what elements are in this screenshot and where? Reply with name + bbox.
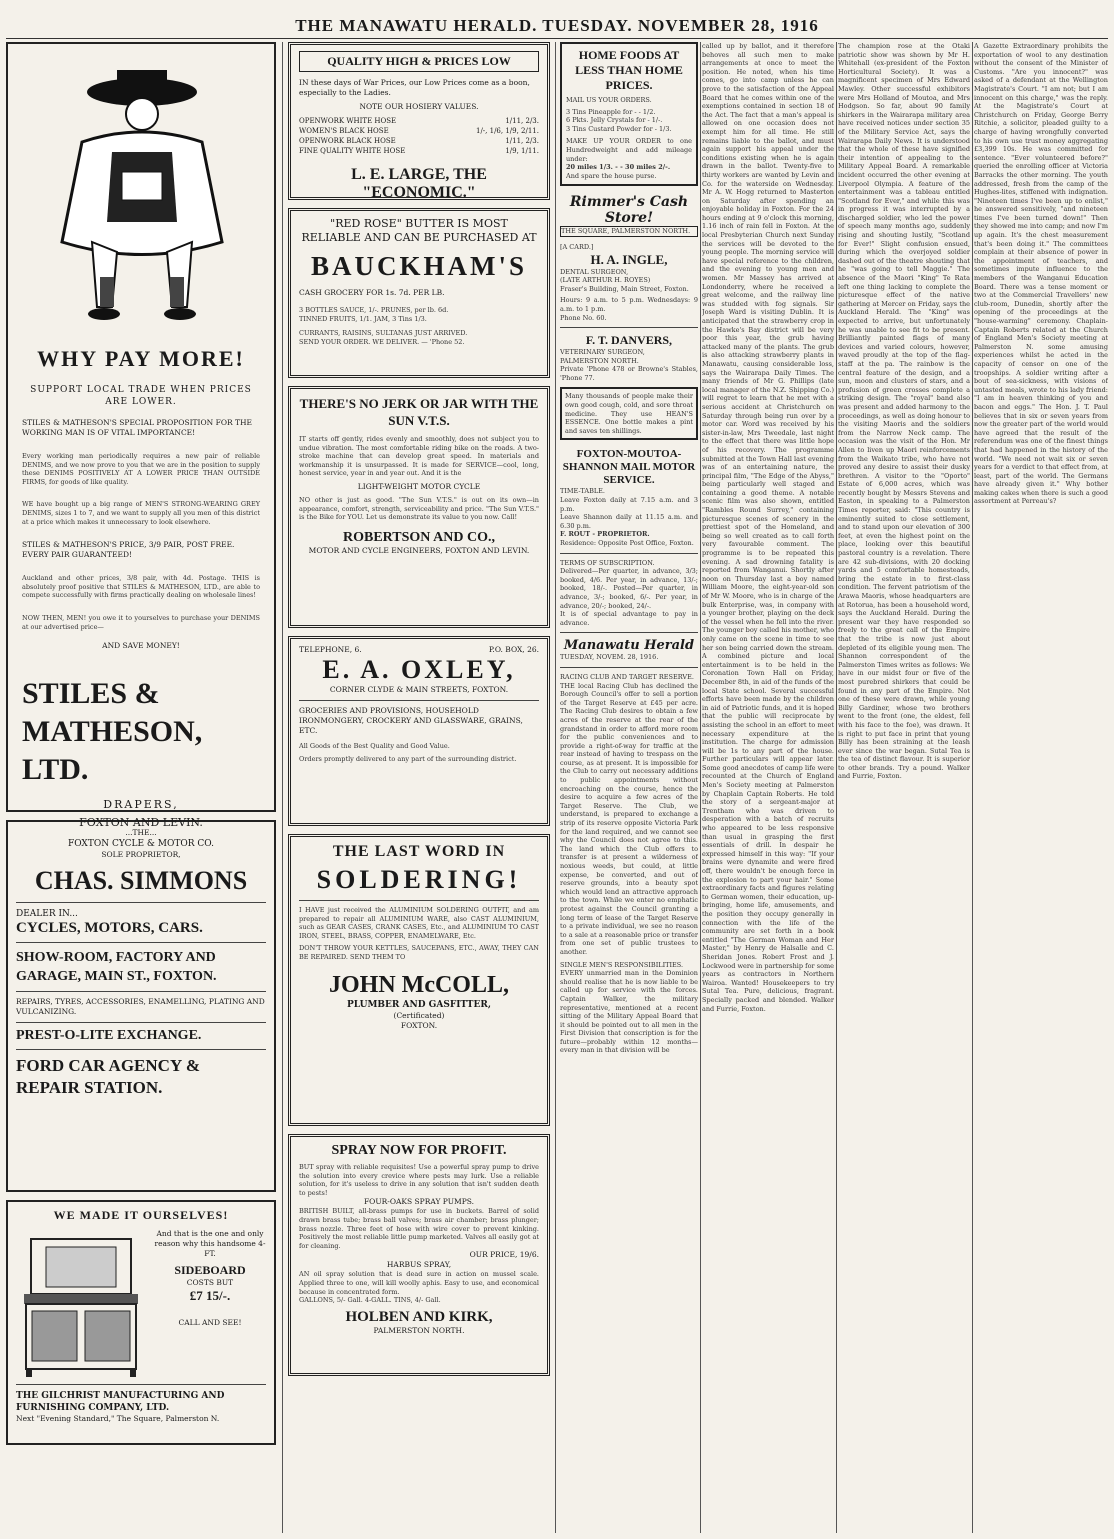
sideboard-word: SIDEBOARD	[174, 1263, 246, 1277]
card-label: [A CARD.]	[560, 242, 594, 251]
soldering: SOLDERING!	[316, 865, 522, 894]
firm-name: STILES & MATHESON, LTD.	[22, 677, 203, 787]
mail-motor-service: FOXTON-MOUTOA-SHANNON MAIL MOTOR SERVICE.	[562, 448, 696, 487]
rout-proprietor: F. ROUT - PROPRIETOR.	[560, 530, 650, 539]
harbus-text: AN oil spray solution that is dead sure in action on mussel scale. Applied three to one, will kill woolly aphis. Easy to use, and economical because in concentrated form.	[299, 1270, 539, 1296]
danvers-name: F. T. DANVERS,	[585, 333, 673, 348]
masthead: THE MANAWATU HERALD. TUESDAY. NOVEMBER 28, 1916	[295, 16, 819, 35]
bauckham-name: BAUCKHAM'S	[310, 251, 527, 281]
robertson-name: ROBERTSON AND CO.,	[343, 529, 495, 545]
hours: Hours: 9 a.m. to 5 p.m. Wednesdays: 9 a.m. to 1 p.m.	[560, 296, 698, 313]
now-then-text: NOW THEN, MEN! you owe it to yourselves to purchase your DENIMS at our advertised price—	[22, 613, 260, 631]
sole-proprietor: SOLE PROPRIETOR,	[101, 850, 181, 859]
corner-address: CORNER CLYDE & MAIN STREETS, FOXTON.	[329, 685, 509, 694]
food-item: 6 Pkts. Jelly Crystals for - 1/-.	[566, 116, 663, 125]
cycles-motors: CYCLES, MOTORS, CARS.	[16, 920, 203, 936]
stiles-matheson-ad	[6, 42, 276, 830]
column-3	[560, 42, 698, 1533]
spray-heading: SPRAY NOW FOR PROFIT.	[331, 1143, 507, 1158]
quality-heading: QUALITY HIGH & PRICES LOW	[299, 51, 539, 72]
holben-kirk-ad	[288, 1134, 550, 1376]
grocery-line: SEND YOUR ORDER. WE DELIVER. — 'Phone 52.	[299, 337, 465, 346]
large-hosiery-ad	[288, 42, 550, 200]
column-2	[288, 42, 550, 1533]
column-rule	[836, 42, 837, 1533]
palmerston: PALMERSTON NORTH.	[560, 356, 639, 365]
issue-date: TUESDAY, NOVEM. 28, 1916.	[560, 653, 659, 662]
foxton: FOXTON.	[400, 1020, 438, 1030]
column-rule	[555, 42, 556, 1533]
dont-throw: DON'T THROW YOUR KETTLES, SAUCEPANS, ETC., AWAY, THEY CAN BE REPAIRED. SEND THEM TO	[299, 944, 539, 961]
hosiery-item: WOMEN'S BLACK HOSE 1/-, 1/6, 1/9, 2/11.	[299, 127, 539, 135]
denims-text: Every working man periodically requires a new pair of reliable DENIMS, and we now prove to you that we are in the position to supply these DENIMS POSITIVELY AT A LOWER PRICE THAN OUTSIDE FIRMS, for goods of like quality.	[22, 452, 260, 486]
showroom: SHOW-ROOM, FACTORY AND GARAGE, MAIN ST., FOXTON.	[16, 950, 217, 984]
timetable: TIME-TABLE.	[560, 487, 605, 496]
private-phone: Private 'Phone 478 or Browne's Stables, 'Phone 77.	[560, 365, 698, 382]
prestolite: PREST-O-LITE EXCHANGE.	[16, 1028, 202, 1043]
cash-grocery: CASH GROCERY FOR 1s. 7d. PER LB.	[299, 288, 445, 297]
sideboard-price: £7 15/-.	[189, 1288, 231, 1303]
groceries-text: GROCERIES AND PROVISIONS, HOUSEHOLD IRONMONGERY, CROCKERY AND GLASSWARE, GRAINS, ETC.	[299, 706, 523, 735]
food-item: 3 Tins Pineapple for - - 1/2.	[566, 107, 656, 116]
frasers-building: Fraser's Building, Main Street, Foxton.	[560, 284, 689, 293]
hosiery-heading: NOTE OUR HOSIERY VALUES.	[359, 102, 479, 111]
herald-nameplate: Manawatu Herald	[563, 638, 695, 654]
column-6	[974, 42, 1108, 1533]
column-4	[702, 42, 834, 1533]
the-label: ...THE...	[125, 828, 157, 837]
simmons-name: CHAS. SIMMONS	[34, 866, 248, 895]
rimmers-address: THE SQUARE, PALMERSTON NORTH.	[560, 226, 698, 237]
last-word: THE LAST WORD IN	[332, 843, 506, 860]
auckland-text: Auckland and other prices, 3/8 pair, with 4d. Postage. THIS is absolutely proof positive that STILES & MATHESON, LTD., are able to compete successfully with firms practically dealing on wholesale lines!	[22, 574, 260, 600]
costs-but: COSTS BUT	[186, 1278, 234, 1287]
column-5	[838, 42, 970, 1533]
oxley-ad	[288, 636, 550, 826]
sideboard-text: And that is the one and only reason why this handsome 4-FT.	[154, 1229, 266, 1258]
leave-foxton: Leave Foxton daily at 7.15 a.m. and 3 p.m.	[560, 496, 698, 513]
terms-heading: TERMS OF SUBSCRIPTION.	[560, 558, 655, 567]
column-rule	[282, 42, 283, 1533]
foxton-levin: FOXTON AND LEVIN.	[79, 816, 203, 830]
rimmers-ad	[560, 42, 698, 186]
heans-ad	[560, 387, 698, 440]
column-1	[6, 42, 276, 1533]
grocery-line: CURRANTS, RAISINS, SULTANAS JUST ARRIVED.	[299, 329, 468, 338]
telephone: TELEPHONE, 6.	[299, 645, 362, 654]
make-up-text: MAKE UP YOUR ORDER to one Hundredweight and add mileage under:	[566, 137, 692, 163]
news-column: A Gazette Extraordinary prohibits the exportation of wool to any destination without the consent of the Minister of Customs. "Are you innocent?" was asked of a defendant at the Wellington Magistrate's Court. "I am not; but I am innocent on this charge," was the reply. At the Magistrate's Court at Christchurch on Friday, George Berry Ritchie, a solicitor, pleaded guilty to a charge of having wrongfully converted to his own use trust money aggregating £3,399 10s. He was committed for sentence. "Ever volunteered before?" queried the enrolling officer at Victoria Barracks the other morning. The youth addressed, fresh from the camp of the Hughes-lites, stiffened with indignation. "Nineteen times I've been up to enlist," he answered sensitively, "and nineteen times I've been turned down!" Then they showed me into camp; and now I'm up again. It's the chest measurement that's been doing it." The committees complain at their absence of power in the appointment of teachers, and sometimes impute influence to the members of the Wanganui Education Board. There was a tense moment or two at the Commercial Travellers' new club-room, Dunedin, shortly after the opening of the proceedings at the "house-warming" ceremony. Chaplain-Captain Roberts related at the Church of England Men's Society meeting at Palmerston N. some amusing experiences whilst he acted in the capacity of censor on one of the troopships. A soldier writing after a bout of sea-sickness, with visions of untasted meals, wrote to his lady friend: "I am in heaven thinking of you and bacon and eggs." The Hon. J. T. Paul believes that in six or seven years from now the greater part of the world would have agreed that the result of the referendum was one of the finest things that had happened in the history of the world. "We need not wait six or seven years for a verdict to that effect from, at least, part of the world. The Germans have already given it." Why bother making cakes when there is such a good assortment at Perreau's?	[974, 42, 1108, 506]
news-column: The champion rose at the Otaki patriotic show was shown by Mr H. Whitehall (ex-president of the Foxton Horticultural Society). It was a magnificent specimen of Mrs Edward Mawley. Other successful exhibitors were Mrs Holland of Moutoa, and Mrs Hodgson. So far, about 90 family shirkers in the Wairarapa military area have received notices under section 35 of the Military Service Act, says the Wairarapa Daily News. It is understood that the whole of these have signified their intention of appealing to the Military Appeal Board. A remarkable incident occurred the other evening at Liverpool Olympia. A feature of the entertainment was a tableau entitled "Scotland for Ever," and while this was in progress it was interrupted by a discharged soldier, who led the power of speech many months ago, suddenly rising and shouting lustily, "Scotland for Ever!" Slight confusion ensued, during which the overjoyed soldier dashed out of the theatre shouting that he "was going to tell Maggie." The absence of the Maori "King" Te Rata left one thing lacking to complete the picturesque effect of the native gathering at Mercer on Friday, says the Auckland Herald. The "King" was expected to arrive, but unfortunately he was unable to see fit to be present. Brilliantly painted flags of many devices and varied colours, however, waved proudly at the top of the flag-staff at the pa. The rainbow is the central feature of the design, and a sun, moon and clusters of stars, and a profusion of green crosses complete a striking design. The "royal" band also was present and added harmony to the proceedings, as well as doing honour to the visiting Maoris and the soldiers from the Narrow Neck camp. The occasion was the visit of the Hon. Mr Allen to liven up Maori reinforcements from the Waikato tribe, who have not proved any desire to assist their dusky brethren. A visitor to the "Oporto" Estate of 6,000 acres, which was recently bought by Messrs Stevens and Easton, in speaking to a Palmerston Times reporter, said: "This country is eminently suited to close settlement, and to stand upon our elevation of 300 feet, at even the highest point on the place, looking over this beautiful pastoral country is a revelation. There are 42 sub-divisions, with 20 docking yards and 5 comfortable homesteads, bring the estate in to first-class condition. The fervent patriotism of the Arawa Maoris, whose headquarters are at Rotorua, has been a household word, says the Auckland Herald. During the present war they have responded so freely to the great call of the Empire that the tribe is now just about depleted of its eligible young men. The Shannon correspondent of the Palmerston Times writes as follows: We have in our midst four or five of the most purebred shirkers that could be found in any part of the Empire. Not one of these were drawn, while young Billy Gardiner, whose two brothers went to the front (one, the eldest, fell with his face to the foe), was drawn. It is right to put face in print that young Billy has been straining at the leash ever since the war began. Sutal Tea is the tea of distinct flavour. It is superior to other brands. Try a pound. Walker and Furrie, Foxton.	[838, 42, 970, 781]
ford-agency: FORD CAR AGENCY & REPAIR STATION.	[16, 1056, 201, 1097]
sideboard-illustration	[16, 1229, 146, 1379]
british-text: BRITISH BUILT, all-brass pumps for use in buckets. Barrel of solid drawn brass tube; brass ball valves; brass air chamber; brass plunger; brass nozzle. Three feet of hose with wire cover to prevent kinking. Positively the most reliable little pump marketed. Valves all easily got at for cleaning.	[299, 1207, 539, 1250]
single-text: EVERY unmarried man in the Dominion should realise that he is now liable to be called up for service with the forces. Captain Walker, the military representative, mentioned at a recent sitting of the Military Appeal Board that it should be pointed out to all men in the First Division that conscription is for the future—probably within 12 months—every man in that division will be	[560, 969, 698, 1055]
late-royes: (LATE ARTHUR H. ROYES)	[560, 276, 651, 285]
sun-text-2: NO other is just as good. "The Sun V.T.S." is out on its own—in appearance, comfort, strength, serviceability and price. "The Sun V.T.S." is the Bike for YOU. Let us demonstrate its value to you now. Call!	[299, 495, 539, 522]
gilchrist-address: Next "Evening Standard," The Square, Palmerston N.	[16, 1414, 220, 1423]
palmerston-north: PALMERSTON NORTH.	[373, 1325, 465, 1335]
cycle-motor-ad	[6, 820, 276, 1192]
war-prices-text: IN these days of War Prices, our Low Prices come as a boon, especially to the Ladies.	[299, 78, 530, 97]
gallons: GALLONS, 5/- Gall. 4-GALL. TINS, 4/- Gall.	[299, 1296, 441, 1305]
po-box: P.O. BOX, 26.	[488, 645, 539, 654]
heans-text: Many thousands of people make their own good cough, cold, and sore throat medicine. They use HEAN'S ESSENCE. One bottle makes a pint and saves ten shillings.	[565, 392, 693, 435]
red-rose-text: "RED ROSE" BUTTER IS MOST RELIABLE AND CAN BE PURCHASED AT	[301, 217, 537, 244]
dental-surgeon: DENTAL SURGEON,	[560, 267, 629, 276]
masthead-rule	[6, 38, 1108, 39]
lightweight: LIGHT-WEIGHT MOTOR CYCLE	[357, 481, 481, 491]
mccoll-name: JOHN McCOLL,	[329, 971, 509, 998]
single-heading: SINGLE MEN'S RESPONSIBILITIES.	[560, 960, 684, 969]
call-and-see: CALL AND SEE!	[178, 1318, 242, 1327]
no-jerk-heading: THERE'S NO JERK OR JAR WITH THE SUN V.T.S.	[299, 396, 539, 428]
drapers: DRAPERS,	[103, 798, 179, 812]
spray-text: BUT spray with reliable requisites! Use a powerful spray pump to drive the solution into every crevice where pests may lurk. Use a reliable solution, for it's useless to drive in any solution that isn't sudden death to pests!	[299, 1163, 539, 1197]
phone-no: Phone No. 60.	[560, 313, 607, 322]
grocery-line: TINNED FRUITS, 1/1. JAM, 3 Tins 1/3.	[299, 314, 427, 323]
bought-text: WE have bought up a big range of MEN'S STRONG-WEARING GREY DENIMS, sizes 1 to 7, and we want to supply all you men of this district at a price which makes it unnecessary to look elsewhere.	[22, 500, 260, 526]
terms-text: Delivered—Per quarter, in advance, 3/3; booked, 4/6. Per year, in advance, 13/-; booked, 18/-. Posted—Per quarter, in advance, 3/-; booked, 6/-. Per year, in advance, 20/-; booked, 24/-.	[560, 567, 698, 610]
price-line: STILES & MATHESON'S PRICE, 3/9 PAIR, POST FREE. EVERY PAIR GUARANTEED!	[22, 540, 235, 560]
repairs: REPAIRS, TYRES, ACCESSORIES, ENAMELLING, PLATING AND VULCANIZING.	[16, 997, 265, 1016]
why-pay-heading: WHY PAY MORE!	[37, 346, 245, 371]
save-money: AND SAVE MONEY!	[102, 641, 180, 651]
mccoll-ad	[288, 834, 550, 1126]
robertson-ad	[288, 386, 550, 628]
oxley-name: E. A. OXLEY,	[322, 655, 516, 684]
grocery-line: 3 BOTTLES SAUCE, 1/-. PRUNES, per lb. 6d.	[299, 306, 449, 314]
our-price: OUR PRICE, 19/6.	[469, 1250, 539, 1260]
leave-shannon: Leave Shannon daily at 11.15 a.m. and 6.30 p.m.	[560, 513, 698, 530]
rimmers-logo: Rimmer's Cash Store!	[569, 194, 689, 227]
racing-heading: RACING CLUB AND TARGET RESERVE.	[560, 672, 694, 681]
large-name: L. E. LARGE, THE "ECONOMIC."	[351, 166, 487, 201]
support-line: SUPPORT LOCAL TRADE WHEN PRICES ARE LOWER.	[30, 385, 252, 407]
motor-engineers: MOTOR AND CYCLE ENGINEERS, FOXTON AND LEVIN.	[308, 545, 530, 555]
all-goods: All Goods of the Best Quality and Good Value.	[299, 742, 450, 750]
cycle-co-name: FOXTON CYCLE & MOTOR CO.	[67, 839, 215, 849]
bauckham-ad	[288, 208, 550, 378]
proposition-text: STILES & MATHESON'S SPECIAL PROPOSITION FOR THE WORKING MAN IS OF VITAL IMPORTANCE!	[22, 418, 253, 437]
mileage: 20 miles 1/3. - - 30 miles 2/-.	[566, 163, 671, 172]
orders-text: Orders promptly delivered to any part of the surrounding district.	[299, 754, 517, 763]
home-foods: HOME FOODS AT LESS THAN HOME PRICES.	[575, 48, 683, 92]
dealer-in: DEALER IN...	[16, 909, 78, 919]
plumber: PLUMBER AND GASFITTER,	[347, 999, 491, 1010]
holben-name: HOLBEN AND KIRK,	[345, 1308, 493, 1325]
spare-purse: And spare the house purse.	[566, 171, 657, 180]
four-oaks: FOUR-OAKS SPRAY PUMPS.	[363, 1197, 475, 1207]
hosiery-item: OPENWORK WHITE HOSE 1/11, 2/3.	[299, 117, 539, 125]
column-rule	[972, 42, 973, 1533]
hosiery-item: FINE QUALITY WHITE HOSE 1/9, 1/11.	[299, 147, 539, 155]
food-item: 3 Tins Custard Powder for - 1/3.	[566, 124, 672, 133]
ingle-name: H. A. INGLE,	[590, 251, 668, 267]
news-column: called up by ballot, and it therefore behoves all such men to make arrangements at once to meet the position. He noted, when his time comes, go into camp unless he can prove to the satisfaction of the Appeal Board that he comes within one of the exemptions contained in section 18 of the Act. The fact that a man's appeal is allowed on one occasion does not exempt him for all time. He still remains liable to the ballot, and must again support his appeal under the conditions existing when he is again drawn in the ballot. Twenty-five to thirty workers are wanted by Levin and Co. for the waterside on Wednesday. Mr A. W. Hogg returned to Masterton on Saturday after spending an enjoyable holiday in Foxton. For the 24 hours ending at 9 o'clock this morning, 1.16 inch of rain fell in Foxton. At the local Presbyterian Church next Sunday the services will be devoted to the young people. The morning service will have special reference to the children, and the evening to young men and women. Mr Massey has arrived at Londonderry, where he received a great welcome, and the railway line was studded with fog signals. Sir Joseph Ward is visiting Dublin. It is anticipated that the strawberry crop in the Hawke's Bay district will be very poor this year, the grub having attacked many of the plants. The grub is also attacking strawberry plants in Manawatu, causing considerable loss, says the Wairarapa Daily Times. The many friends of Mr G. Phillips (late local manager of the N.Z. Shipping Co.) will regret to learn that he met with a serious accident at Christchurch on Saturday through being run over by a motor car. Word was received by his sister-in-law, Mrs Tweedale, last night to the effect that there was little hope of his recovery. The programme submitted at the Town Hall last evening was of an entertaining nature, the principal film, "The Edge of the Abyss," being particularly well staged and containing a good theme. A notable scenic film was also shown, entitled "Rambles Round Surrey," containing picturesque scenes of scenery in the prettiest spot of the Homeland, and being so well created as to call forth very favourable comment. The programme is to be repeated this evening. A sad drowning fatality is reported from Wanganui. Shortly after noon on Thursday last a boy named William Moore, the eight-year-old son of Mr W. Moore, who is in charge of the bulk Enterprise, was, in company with a younger brother, playing on the deck of the vessel when he fell into the river. The younger boy called his mother, who only came on the scene in time to see her son being carried down the stream. A combined picture and local entertainment is to be held in the Coronation Town Hall on Friday, December 8th, in aid of the funds of the local State school. Several successful efforts have been made by the children in aid of Patriotic funds, and it is hoped that the public will reciprocate by assisting the school in an effort to meet necessary expenditure at the institution. The charge for admission will be 1s to any part of the house. Further particulars will appear later. Some good anecdotes of camp life were recounted at the Church of England Men's Society meeting at Palmerston by Chaplain Captain Roberts. He told the story of a sergeant-major at Trentham who was driven to desperation with a batch of recruits who appeared to be less responsive than usual in grasping the first essentials of drill. In despair he expressed himself in this way: "If your brains were dynamite and were fired off, there wouldn't be enough force in the explosion to part your hair." Some extraordinary facts and figures relating to German women, their education, up-bringing, home life, amusements, and the position they occupy generally in connection with the life of the community are set forth in a book entitled "The German Woman and Her Master," by Henry de Halsalle and C. Sheridan Jones. Robert Frost and J. Lockwood were in partnership for some years as contractors in Northern Wairoa. Wanted! Housekeepers to try Sutal Tea. Pure, delicious, fragrant. Specially packed and blended. Walker and Furrie, Foxton.	[702, 42, 834, 1013]
vet-surgeon: VETERINARY SURGEON,	[560, 348, 645, 357]
column-rule	[700, 42, 701, 1533]
advantage-text: It is of special advantage to pay in advance.	[560, 610, 698, 627]
harbus: HARBUS SPRAY,	[386, 1260, 452, 1270]
made-it: WE MADE IT OURSELVES!	[53, 1208, 229, 1222]
mail-orders: MAIL US YOUR ORDERS.	[566, 96, 652, 104]
gilchrist-name: THE GILCHRIST MANUFACTURING AND FURNISHING COMPANY, LTD.	[16, 1391, 225, 1413]
residence: Residence: Opposite Post Office, Foxton.	[560, 539, 694, 547]
town-crier-illustration	[22, 52, 262, 332]
sun-text: IT starts off gently, rides evenly and smoothly, does not subject you to undue vibration. The most comfortable riding bike on the roads. A two-stroke machine that can develop great speed. In materials and workmanship it is unsurpassed. It is made for SERVICE—cool, long, honest service, year in and year out. And it is the	[299, 435, 539, 478]
certificated: (Certificated)	[393, 1010, 445, 1020]
solder-text: I HAVE just received the ALUMINIUM SOLDERING OUTFIT, and am prepared to repair all ALUMINIUM WARE, also CAST ALUMINIUM, such as GEAR CASES, CRANK CASES, Etc., and ALUMINIUM TO CAST IRON, STEEL, BRASS, COPPER, ENAMELWARE, Etc.	[299, 906, 539, 940]
hosiery-item: OPENWORK BLACK HOSE 1/11, 2/3.	[299, 137, 539, 145]
gilchrist-ad	[6, 1200, 276, 1445]
racing-text: THE local Racing Club has declined the Borough Council's offer to sell a portion of the Target Reserve at £45 per acre. The Racing Club desires to obtain a few acres of the reserve at the rear of the grandstand in order to afford more room for the public conveniences and to provide a right-of-way for traffic at the rear instead of having to trespass on the course, as at present. It is impossible for the Club to carry out necessary additions to public appointments without encroaching on the course, hence the desire to acquire a few acres of the Target Reserve. The Club, we understand, is prepared to exchange a strip of its reserve opposite Victoria Park for the land required, and we cannot see why the Council does not agree to this. The land which the Club offers to transfer is at present a wilderness of noxious weeds, but could, at little expense, be converted, and out of reserve grounds, into a beauty spot which would lend an attractive approach to the town. While we enter no emphatic protest against the Council granting a long term of lease of the Target Reserve to a private individual, we see no reason to a sale at a reasonable price or transfer from one set of public trustees to another.	[560, 681, 698, 956]
